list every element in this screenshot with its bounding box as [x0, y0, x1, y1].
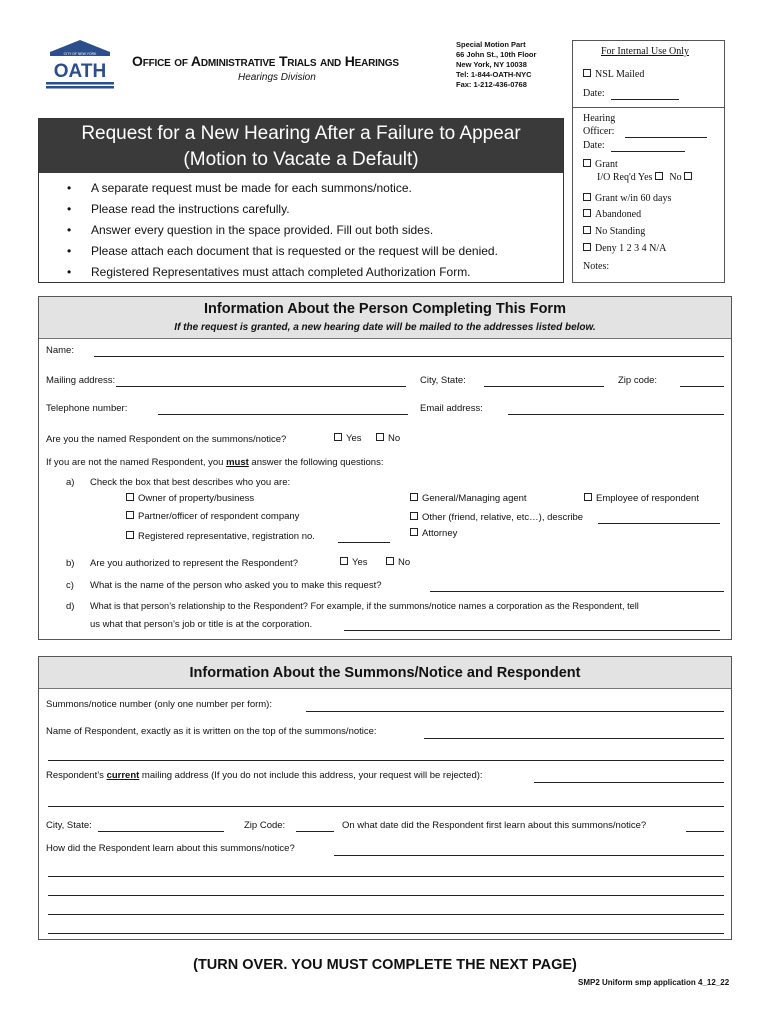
name-label: Name: — [46, 345, 74, 356]
resp-zip-label: Zip Code: — [244, 820, 286, 831]
internal-title: For Internal Use Only — [601, 46, 690, 57]
checkbox[interactable] — [583, 209, 591, 217]
checkbox[interactable] — [583, 159, 591, 167]
zip-field[interactable] — [680, 386, 724, 387]
respondent-address-label: Respondent’s current mailing address (If you do not include this address, your request will be rejected): — [46, 770, 483, 781]
city-label: City, State: — [420, 375, 466, 386]
phone-label: Telephone number: — [46, 403, 128, 414]
zip-label: Zip code: — [618, 375, 658, 386]
registration-no-field[interactable] — [338, 542, 390, 543]
how-learn-field-2[interactable] — [48, 876, 724, 877]
office-title: Office of Administrative Trials and Hearings — [132, 53, 399, 69]
page-subtitle: (Motion to Vacate a Default) — [183, 149, 419, 170]
email-field[interactable] — [508, 414, 724, 415]
respondent-address-field-2[interactable] — [48, 806, 724, 807]
city-field[interactable] — [484, 386, 604, 387]
summons-number-field[interactable] — [306, 711, 724, 712]
section-title: Information About the Person Completing This Form — [204, 301, 566, 317]
internal-use-box: For Internal Use Only NSL Mailed Date: Hearing Officer: Date: Grant I/O Req'd Yes No Grant w/in 60 days Abandoned No Standing Deny 1 2 3 4 N/A Notes: — [572, 40, 725, 283]
checkbox[interactable] — [583, 69, 591, 77]
no-checkbox[interactable] — [376, 433, 384, 441]
title-banner — [39, 119, 563, 173]
resp-city-label: City, State: — [46, 820, 92, 831]
how-learn-label: How did the Respondent learn about this summons/notice? — [46, 843, 295, 854]
first-learn-label: On what date did the Respondent first learn about this summons/notice? — [342, 820, 647, 831]
mailing-label: Mailing address: — [46, 375, 116, 386]
resp-zip-field[interactable] — [296, 831, 334, 832]
list-item: • Please read the instructions carefully. — [67, 202, 498, 216]
svg-text:OATH: OATH — [53, 61, 107, 82]
respondent-address-field[interactable] — [534, 782, 724, 783]
checkbox[interactable] — [655, 172, 663, 180]
list-item: • A separate request must be made for each summons/notice. — [67, 181, 498, 195]
respondent-name-label: Name of Respondent, exactly as it is written on the top of the summons/notice: — [46, 726, 377, 737]
form-id: SMP2 Uniform smp application 4_12_22 — [578, 978, 730, 987]
checkbox[interactable] — [583, 193, 591, 201]
respondent-question: Are you the named Respondent on the summons/notice? — [46, 434, 287, 445]
turn-over-notice: (TURN OVER. YOU MUST COMPLETE THE NEXT PAGE) — [193, 957, 577, 973]
how-learn-field[interactable] — [334, 855, 724, 856]
respondent-name-field-2[interactable] — [48, 760, 724, 761]
yes-checkbox[interactable] — [334, 433, 342, 441]
title-box — [38, 118, 564, 283]
partner-checkbox[interactable] — [126, 511, 134, 519]
owner-checkbox[interactable] — [126, 493, 134, 501]
resp-city-field[interactable] — [98, 831, 224, 832]
address-block: Special Motion Part 66 John St., 10th Floor New York, NY 10038 Tel: 1-844-OATH-NYC Fax: 1-212-436-0768 — [456, 40, 537, 89]
email-label: Email address: — [420, 403, 483, 414]
b-yes-checkbox[interactable] — [340, 557, 348, 565]
registered-rep-checkbox[interactable] — [126, 531, 134, 539]
phone-field[interactable] — [158, 414, 408, 415]
checkbox[interactable] — [583, 226, 591, 234]
other-checkbox[interactable] — [410, 512, 418, 520]
if-not-text: If you are not the named Respondent, you must answer the following questions: — [46, 457, 384, 468]
requester-name-field[interactable] — [430, 591, 724, 592]
how-learn-field-3[interactable] — [48, 895, 724, 896]
list-item: • Answer every question in the space provided. Fill out both sides. — [67, 223, 498, 237]
list-item: • Please attach each document that is requested or the request will be denied. — [67, 244, 498, 258]
b-no-checkbox[interactable] — [386, 557, 394, 565]
employee-checkbox[interactable] — [584, 493, 592, 501]
summons-number-label: Summons/notice number (only one number per form): — [46, 699, 272, 710]
svg-text:CITY OF NEW YORK: CITY OF NEW YORK — [63, 52, 97, 57]
division-name: Hearings Division — [238, 72, 316, 83]
other-describe-field[interactable] — [598, 523, 720, 524]
first-learn-field[interactable] — [686, 831, 724, 832]
attorney-checkbox[interactable] — [410, 528, 418, 536]
respondent-name-field[interactable] — [424, 738, 724, 739]
checkbox[interactable] — [583, 243, 591, 251]
general-agent-checkbox[interactable] — [410, 493, 418, 501]
relationship-field[interactable] — [344, 630, 720, 631]
list-item: • Registered Representatives must attach completed Authorization Form. — [67, 265, 498, 279]
section-title: Information About the Summons/Notice and Respondent — [189, 665, 581, 681]
instructions-list — [67, 181, 498, 286]
section-subtitle: If the request is granted, a new hearing date will be mailed to the addresses listed below. — [174, 322, 596, 333]
mailing-field[interactable] — [116, 386, 406, 387]
how-learn-field-5[interactable] — [48, 933, 724, 934]
name-field[interactable] — [94, 356, 724, 357]
oath-logo — [44, 40, 116, 90]
checkbox[interactable] — [684, 172, 692, 180]
how-learn-field-4[interactable] — [48, 914, 724, 915]
page-title: Request for a New Hearing After a Failure to Appear — [81, 123, 521, 144]
